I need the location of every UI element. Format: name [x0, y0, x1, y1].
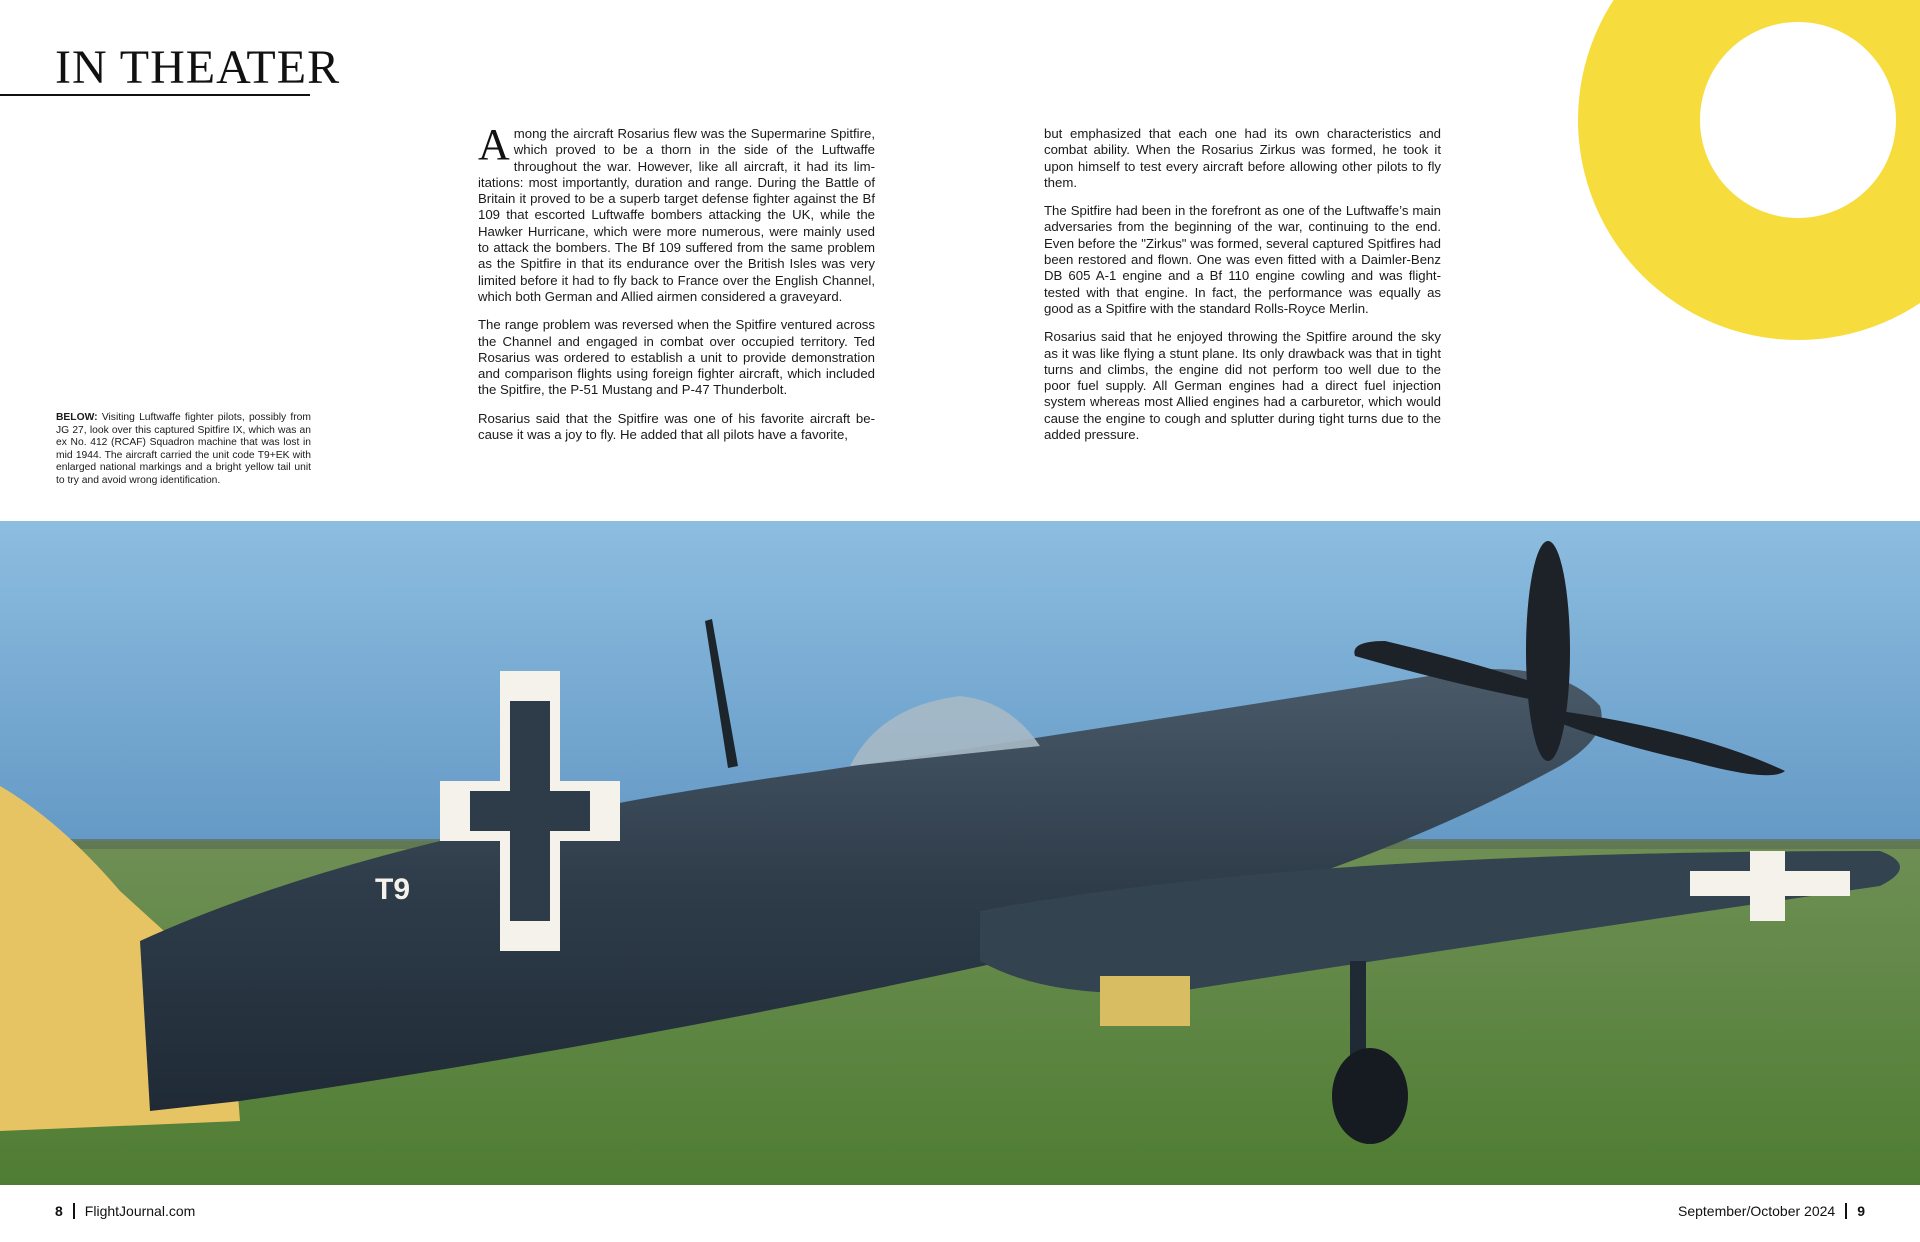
- title-rule: [0, 94, 310, 96]
- caption-text: Visiting Luftwaffe fighter pilots, possibly from JG 27, look over this captured Spitfire IX, which was an ex No. 412 (RCAF) Squadron machine that was lost in mid 1944. The aircraft carried the unit code T9+EK with enlarged national markings and a bright yellow tail unit to try and avoid wrong identification.: [56, 412, 311, 486]
- footer-right: [1678, 1203, 1865, 1219]
- fuselage-code: T9: [375, 873, 411, 906]
- article-paragraph: Rosarius said that he enjoyed throwing the Spitfire around the sky as it was like flying a stunt plane. Its only drawback was that in tight turns and climbs, the engine did not perform too well due to the poor fuel supply. All German engines had a direct fuel injection system whereas most Allied engines had a carburetor, which would cause the engine to cough and splutter during tight turns due to the added pressure.: [1044, 329, 1441, 443]
- site-name: FlightJournal.com: [84, 1203, 196, 1219]
- article-paragraph: The Spitfire had been in the forefront as one of the Luftwaffe’s main adversaries from the beginning of the war, continuing to the end. Even before the "Zirkus" was formed, several captured Spitfires had been restored and flown. One was even fitted with a Daimler-Benz DB 605 A-1 engine and a Bf 110 engine cowling and was flight-tested with that engine. In fact, the performance was equally as good as a Spitfire with the standard Rolls-Royce Merlin.: [1044, 203, 1441, 316]
- footer-left: [55, 1203, 195, 1219]
- spitfire-photo: [0, 521, 1920, 1185]
- footer-divider: [1845, 1203, 1847, 1219]
- page-number-left: 8: [55, 1203, 63, 1219]
- footer-divider: [73, 1203, 75, 1219]
- page-number-right: 9: [1857, 1203, 1865, 1219]
- article-paragraph: [478, 120, 875, 305]
- paragraph-text: mong the aircraft Rosarius flew was the Supermarine Spitfire, which proved to be a thorn in the side of the Luftwaffe throughout the war. However, like all aircraft, it had its limitations: most importantly, duration and range. During the Battle of Britain it proved to be a superb target defense fighter against the Bf 109 that escorted Luftwaffe bombers attacking the UK, while the Hawker Hurricane, which were more numerous, were mainly used to attack the bombers. The Bf 109 suffered from the same problem as the Spitfire in that its endurance over the British Isles was very limited before it had to fly back to France over the English Channel, which both German and Allied airmen considered a graveyard.: [478, 126, 875, 304]
- drop-cap: A: [478, 120, 510, 169]
- article-paragraph: but emphasized that each one had its own characteristics and combat ability. When the Rosarius Zirkus was formed, he took it upon himself to test every aircraft before allowing other pilots to fly them.: [1044, 126, 1441, 190]
- caption-lead: BELOW:: [56, 412, 98, 423]
- article-column-2: [1044, 126, 1441, 455]
- article-paragraph: The range problem was reversed when the Spitfire ventured across the Channel and engaged in combat over occupied territory. Ted Rosarius was ordered to establish a unit to provide demonstration and comparison flights using foreign fighter aircraft, which included the Spitfire, the P-51 Mustang and P-47 Thunderbolt.: [478, 317, 875, 398]
- section-title: IN THEATER: [55, 41, 341, 94]
- issue-date: September/October 2024: [1677, 1203, 1836, 1219]
- photo-caption: [56, 412, 311, 488]
- article-column-1: [478, 120, 875, 455]
- yellow-roundel-graphic: [1578, 0, 1920, 340]
- article-paragraph: Rosarius said that the Spitfire was one of his favorite aircraft because it was a joy to fly. He added that all pilots have a favorite,: [478, 410, 875, 443]
